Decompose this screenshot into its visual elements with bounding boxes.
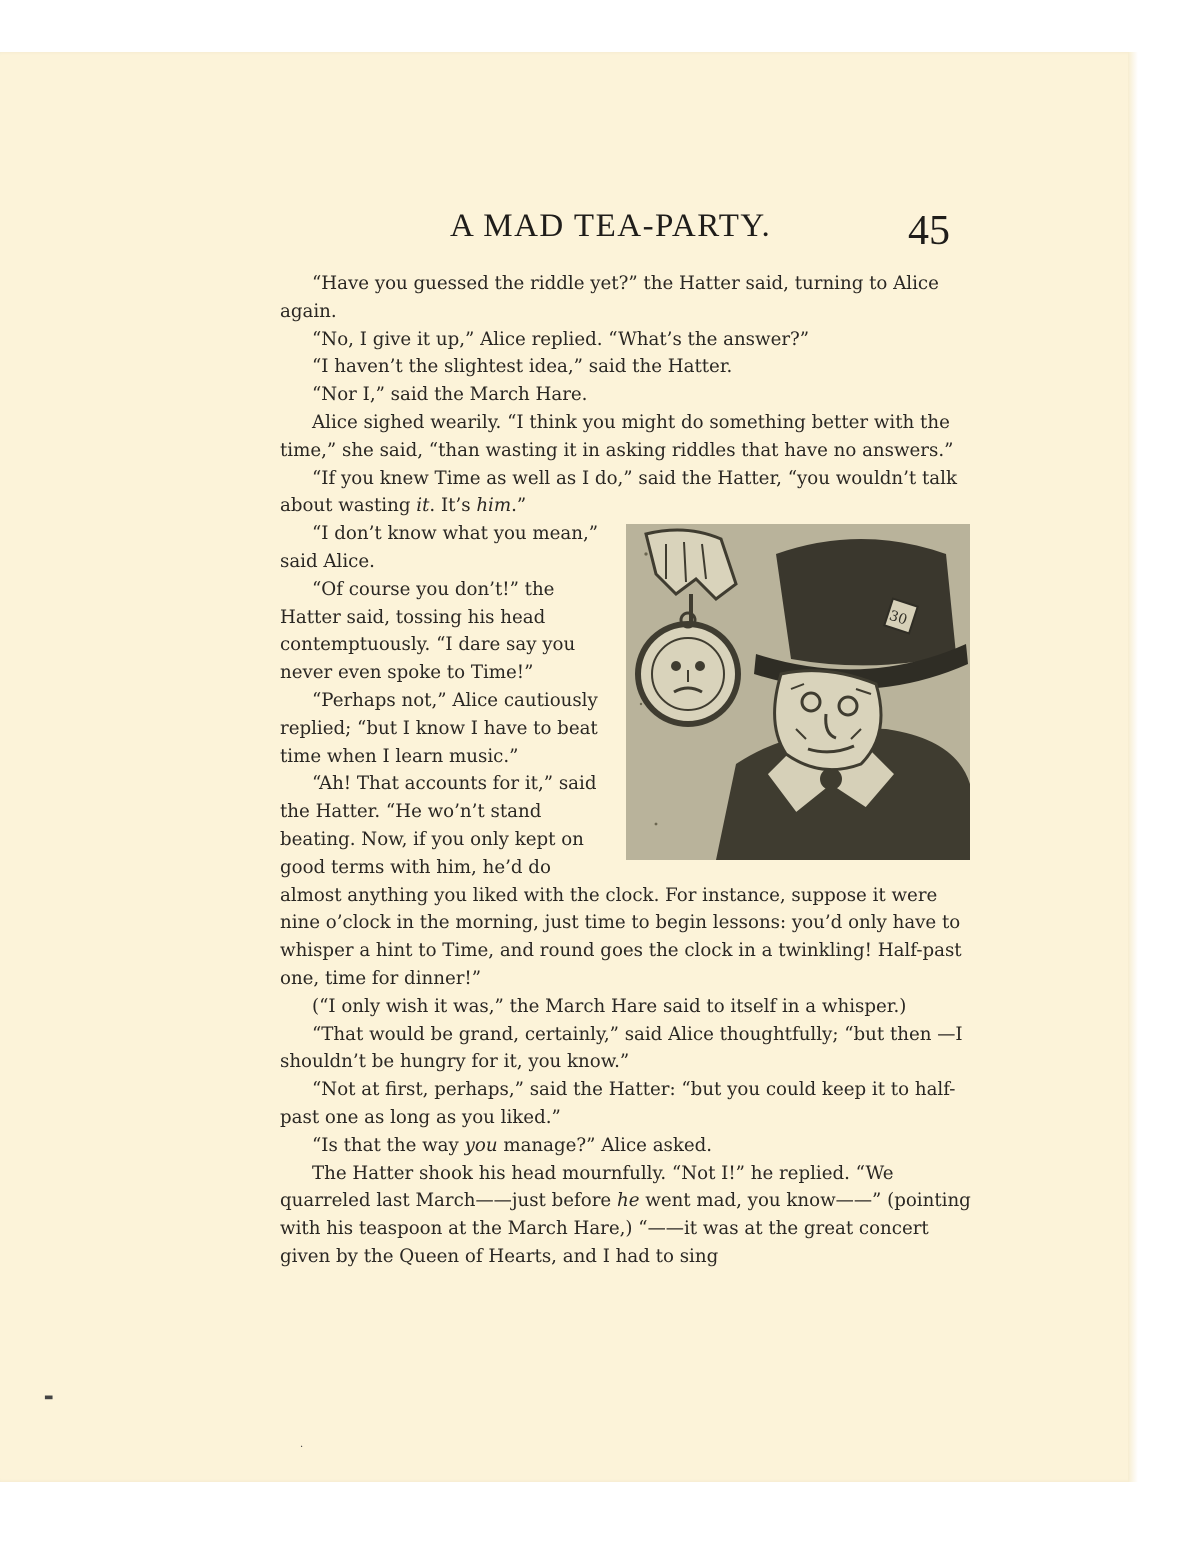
paragraph: “No, I give it up,” Alice replied. “What’s the answer?”: [312, 328, 810, 350]
paragraph: “I haven’t the slightest idea,” said the Hatter.: [312, 356, 733, 378]
paragraph: Alice sighed wearily. “I think you might do something better with the time,” she said, “than wasting it in asking riddles that have no answers.”: [280, 411, 954, 461]
paragraph: The Hatter shook his head mournfully. “Not I!” he replied. “We quarreled last March——just before he went mad, you know——” (pointing with his teaspoon at the March Hare,) “——it was at the great concert given by the Queen of Hearts, and I had to sing: [280, 1162, 971, 1267]
paper-edge: [1128, 52, 1138, 1482]
paper-speck: ▬: [44, 1392, 54, 1403]
paragraph: “Have you guessed the riddle yet?” the Hatter said, turning to Alice again.: [280, 273, 939, 322]
paragraph: “If you knew Time as well as I do,” said the Hatter, “you wouldn’t talk about wasting it. It’s him.”: [280, 467, 957, 517]
mad-hatter-woodcut: [626, 524, 970, 860]
body-text: [280, 270, 980, 1271]
paragraph: “That would be grand, certainly,” said Alice thoughtfully; “but then —I shouldn’t be hungry for it, you know.”: [280, 1023, 963, 1073]
paragraph: “Ah! That accounts for it,” said the Hatter. “He wo’n’t stand beating. Now, if you only kept on good terms with him, he’d do almost anything you liked with the clock. For instance, suppose it were nine o’clock in the morning, just time to begin lessons: you’d only have to whisper a hint to Time, and round goes the clock in a twinkling! Half-past one, time for dinner!”: [280, 773, 962, 989]
page-number: 45: [908, 208, 950, 254]
paragraph: “Is that the way you manage?” Alice asked.: [312, 1134, 713, 1156]
paragraph: “I don’t know what you mean,” said Alice.: [280, 523, 599, 572]
paper-speck: ·: [300, 1442, 304, 1453]
paragraph: “Nor I,” said the March Hare.: [312, 384, 588, 406]
running-head: A MAD TEA-PARTY.: [450, 208, 772, 244]
paragraph: “Not at first, perhaps,” said the Hatter: “but you could keep it to half-past one as long as you liked.”: [280, 1079, 956, 1128]
paragraph: “Perhaps not,” Alice cautiously replied; “but I know I have to beat time when I learn music.”: [280, 689, 598, 767]
woodcut-image: [626, 524, 970, 860]
hat-band-label: 30: [887, 608, 910, 629]
paragraph: “Of course you don’t!” the Hatter said, tossing his head contemptuously. “I dare say you never even spoke to Time!”: [280, 578, 576, 684]
paragraph: (“I only wish it was,” the March Hare said to itself in a whisper.): [312, 995, 907, 1017]
